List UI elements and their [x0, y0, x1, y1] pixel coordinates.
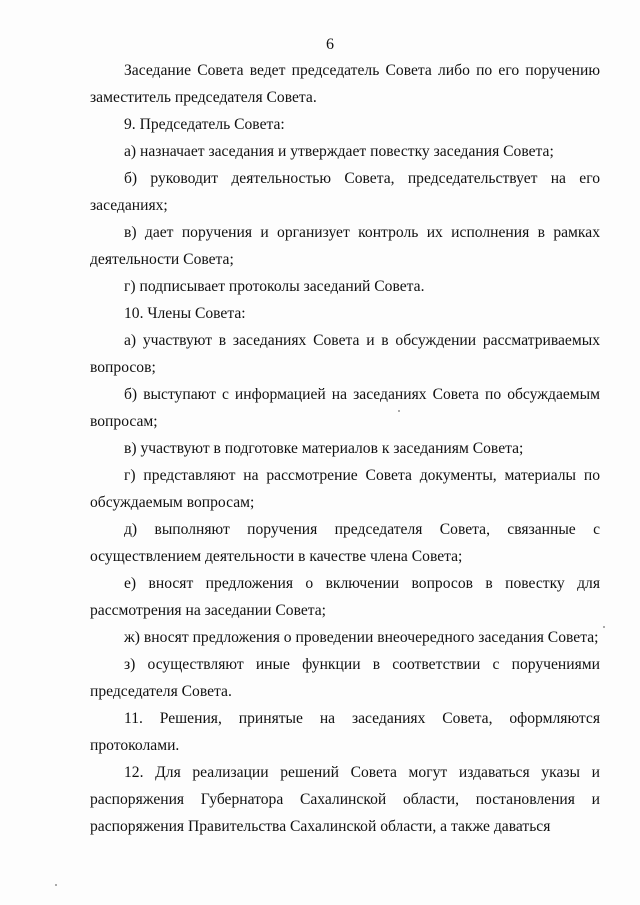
item-9b: б) руководит деятельностью Совета, председательствует на его заседаниях;: [90, 170, 600, 214]
item-10a: а) участвуют в заседаниях Совета и в обсуждении рассматриваемых вопросов;: [90, 332, 600, 376]
scan-speck: [55, 884, 57, 886]
item-10zh: ж) вносят предложения о проведении внеочередного заседания Совета;: [124, 629, 599, 646]
section-10-heading: 10. Члены Совета:: [124, 305, 246, 322]
item-9g: г) подписывает протоколы заседаний Совета.: [124, 278, 425, 295]
item-10b: б) выступают с информацией на заседаниях Совета по обсуждаемым вопросам;: [90, 386, 600, 430]
item-10d: д) выполняют поручения председателя Совета, связанные с осуществлением деятельности в качестве члена Совета;: [90, 521, 600, 565]
item-10g: г) представляют на рассмотрение Совета документы, материалы по обсуждаемым вопросам;: [90, 467, 600, 511]
item-10v: в) участвуют в подготовке материалов к заседаниям Совета;: [124, 440, 524, 457]
section-12: 12. Для реализации решений Совета могут издаваться указы и распоряжения Губернатора Сахалинской области, постановления и распоряжения Правительства Сахалинской области, а также даваться: [90, 764, 600, 835]
item-10e: е) вносят предложения о включении вопросов в повестку для рассмотрения на заседании Совета;: [90, 575, 600, 619]
item-9v: в) дает поручения и организует контроль их исполнения в рамках деятельности Совета;: [90, 224, 600, 268]
paragraph-chairman-conducts: Заседание Совета ведет председатель Совета либо по его поручению заместитель председателя Совета.: [90, 62, 600, 106]
scan-speck: [398, 410, 400, 412]
item-10z: з) осуществляют иные функции в соответствии с поручениями председателя Совета.: [90, 656, 600, 700]
section-9-heading: 9. Председатель Совета:: [124, 116, 285, 133]
scan-speck: [603, 626, 605, 628]
section-11: 11. Решения, принятые на заседаниях Совета, оформляются протоколами.: [90, 710, 600, 754]
item-9a: а) назначает заседания и утверждает повестку заседания Совета;: [124, 143, 554, 160]
page-number: 6: [326, 36, 334, 53]
document-body: [90, 57, 600, 840]
